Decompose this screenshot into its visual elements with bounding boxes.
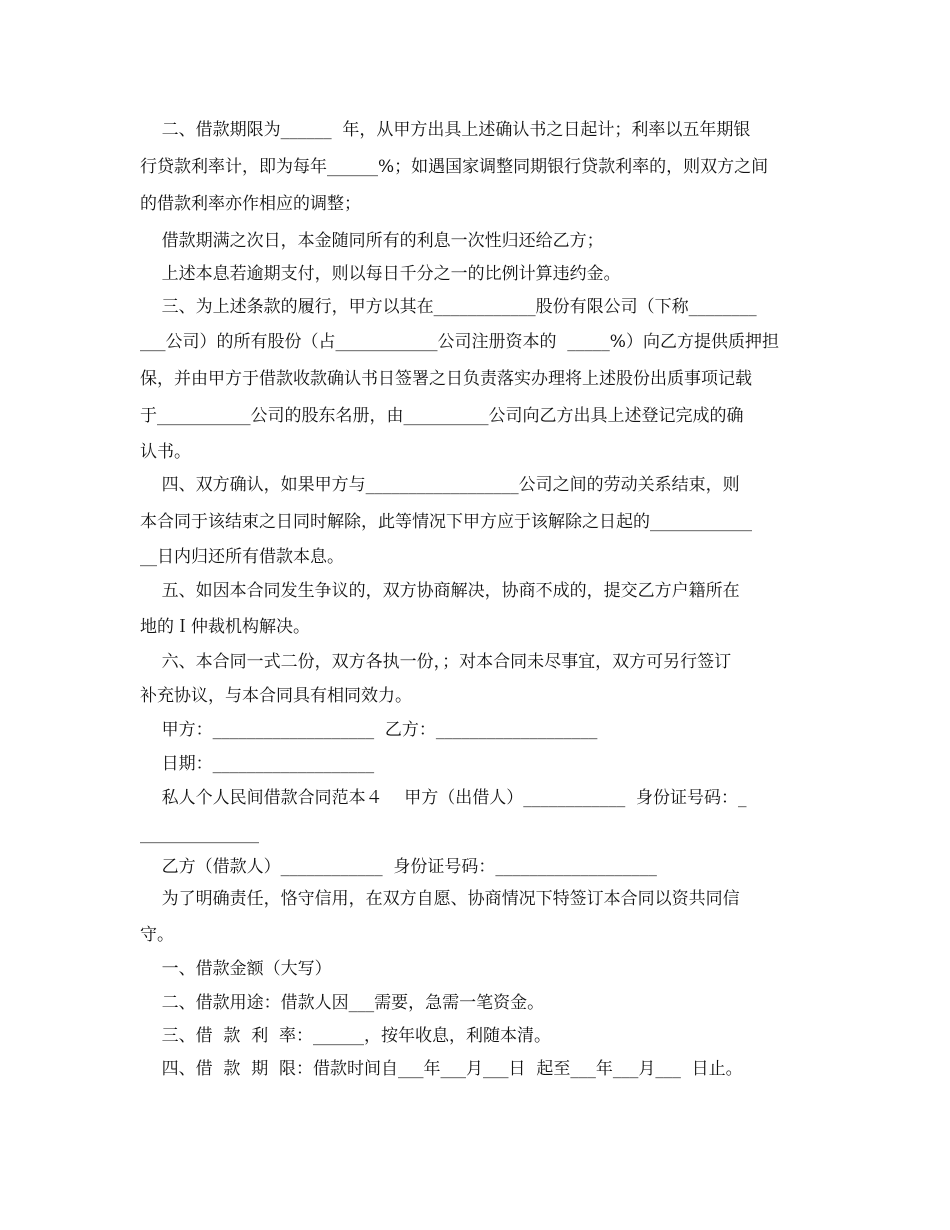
text-line: 地的Ｉ仲裁机构解决。	[140, 617, 310, 637]
section-title-line: 私人个人民间借款合同范本４ 甲方（出借人）____________ 身份证号码：_	[140, 788, 747, 808]
text-line: 认书。	[140, 442, 191, 462]
text-line: 守。	[140, 925, 174, 945]
text-line: 行贷款利率计，即为每年______%；如遇国家调整同期银行贷款利率的，则双方之间	[140, 157, 769, 177]
text-line: 六、本合同一式二份，双方各执一份，；对本合同未尽事宜，双方可另行签订	[140, 652, 732, 672]
text-line: ______________	[140, 824, 259, 844]
text-line: 五、如因本合同发生争议的，双方协商解决，协商不成的，提交乙方户籍所在	[140, 581, 740, 601]
text-line: 四、双方确认，如果甲方与__________________公司之间的劳动关系结束，则	[140, 475, 740, 495]
text-line: 保，并由甲方于借款收款确认书日签署之日负责落实办理将上述股份出质事项记载	[140, 369, 752, 389]
text-line: 三、借 款 利 率：______，按年收息，利随本清。	[140, 1026, 552, 1046]
signature-line: 甲方：___________________ 乙方：___________________	[140, 720, 598, 740]
text-line: 补充协议，与本合同具有相同效力。	[140, 686, 412, 706]
text-line: 上述本息若逾期支付，则以每日千分之一的比例计算违约金。	[140, 264, 621, 284]
text-line: 于___________公司的股东名册，由__________公司向乙方出具上述登记完成的确	[140, 406, 744, 426]
text-line: 一、借款金额（大写）	[140, 959, 332, 979]
text-line: 借款期满之次日，本金随同所有的利息一次性归还给乙方；	[140, 231, 604, 251]
text-line: 的借款利率亦作相应的调整；	[140, 194, 361, 214]
text-line: 四、借 款 期 限：借款时间自___年___月___日 起至___年___月___ 日止。	[140, 1059, 743, 1079]
text-line: 二、借款期限为______ 年，从甲方出具上述确认书之日起计；利率以五年期银	[140, 120, 751, 140]
text-line: 三、为上述条款的履行，甲方以其在____________股份有限公司（下称________	[140, 297, 757, 317]
date-line: 日期：___________________	[140, 754, 375, 774]
text-line: 二、借款用途：借款人因___需要，急需一笔资金。	[140, 993, 545, 1013]
text-line: 本合同于该结束之日同时解除，此等情况下甲方应于该解除之日起的____________	[140, 512, 752, 532]
text-line: 乙方（借款人）____________ 身份证号码：___________________	[140, 857, 657, 877]
text-line: __日内归还所有借款本息。	[140, 547, 344, 567]
text-line: ___公司）的所有股份（占____________公司注册资本的 _____%）向乙方提供质押担	[140, 332, 779, 352]
text-line: 为了明确责任，恪守信用，在双方自愿、协商情况下特签订本合同以资共同信	[140, 889, 740, 909]
